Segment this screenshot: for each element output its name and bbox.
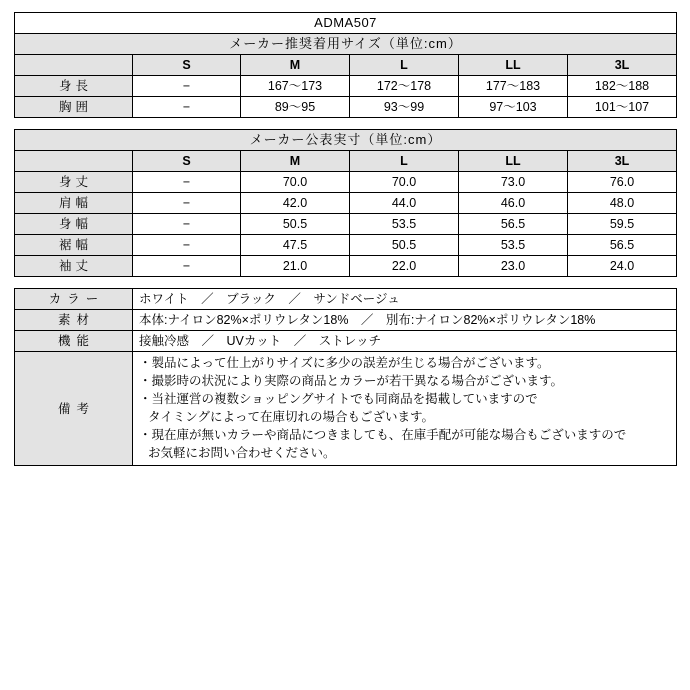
table1-row0-l: 172〜178 [350,76,459,97]
table-row [15,235,677,256]
table1-row1-s: − [133,97,241,118]
table1-header-m: M [241,55,350,76]
table-row [15,256,677,277]
table2-row1-label: 肩幅 [15,193,133,214]
table2-row3-m: 47.5 [241,235,350,256]
table1-title-row [15,34,677,55]
table2-header-blank [15,151,133,172]
table2-row0-l: 70.0 [350,172,459,193]
table2-row4-label: 袖丈 [15,256,133,277]
table2-row2-s: − [133,214,241,235]
note-line: ・当社運営の複数ショッピングサイトでも同商品を掲載していますので [139,392,538,406]
table2-header-row [15,151,677,172]
table1-row0-label: 身長 [15,76,133,97]
table1-header-3l: 3L [568,55,677,76]
table1-header-blank [15,55,133,76]
table1-row1-m: 89〜95 [241,97,350,118]
table2-row4-3l: 24.0 [568,256,677,277]
material-value: 本体:ナイロン82%×ポリウレタン18% ／ 別布:ナイロン82%×ポリウレタン18% [133,310,677,331]
table-row [15,214,677,235]
table2-title-row [15,130,677,151]
table2-row2-m: 50.5 [241,214,350,235]
table2-header-s: S [133,151,241,172]
table2-row2-ll: 56.5 [459,214,568,235]
table2-header-m: M [241,151,350,172]
table2-row3-ll: 53.5 [459,235,568,256]
table-row [15,97,677,118]
table-row [15,193,677,214]
table2-row1-l: 44.0 [350,193,459,214]
table2-row0-3l: 76.0 [568,172,677,193]
table1-row1-l: 93〜99 [350,97,459,118]
table2-row1-m: 42.0 [241,193,350,214]
table2-row3-l: 50.5 [350,235,459,256]
table-row [15,172,677,193]
actual-size-table [14,129,677,277]
note-line: ・製品によって仕上がりサイズに多少の誤差が生じる場合がございます。 [139,356,550,370]
table1-header-s: S [133,55,241,76]
color-value: ホワイト ／ ブラック ／ サンドベージュ [133,289,677,310]
table2-row4-l: 22.0 [350,256,459,277]
table1-row1-3l: 101〜107 [568,97,677,118]
table2-row2-l: 53.5 [350,214,459,235]
note-line: お気軽にお問い合わせください。 [148,446,336,460]
product-code-row [15,13,677,34]
note-line: タイミングによって在庫切れの場合もございます。 [148,410,435,424]
notes-row [15,352,677,466]
table2-row0-ll: 73.0 [459,172,568,193]
table2-row0-s: − [133,172,241,193]
table1-title: メーカー推奨着用サイズ（単位:cm） [15,34,677,55]
table1-header-ll: LL [459,55,568,76]
table1-header-row [15,55,677,76]
product-code: ADMA507 [15,13,677,34]
material-label: 素材 [15,310,133,331]
table2-row0-m: 70.0 [241,172,350,193]
function-value: 接触冷感 ／ UVカット ／ ストレッチ [133,331,677,352]
notes-label: 備考 [15,352,133,466]
table1-header-l: L [350,55,459,76]
table1-row1-label: 胸囲 [15,97,133,118]
table2-row3-3l: 56.5 [568,235,677,256]
note-line: ・現在庫が無いカラーや商品につきましても、在庫手配が可能な場合もございますので [139,428,627,442]
table2-row0-label: 身丈 [15,172,133,193]
table2-row2-3l: 59.5 [568,214,677,235]
table2-row4-ll: 23.0 [459,256,568,277]
table1-row1-ll: 97〜103 [459,97,568,118]
table1-row0-ll: 177〜183 [459,76,568,97]
details-table [14,288,677,466]
table1-row0-m: 167〜173 [241,76,350,97]
table2-row1-ll: 46.0 [459,193,568,214]
table2-header-ll: LL [459,151,568,172]
note-line: ・撮影時の状況により実際の商品とカラーが若干異なる場合がございます。 [139,374,564,388]
table1-row0-3l: 182〜188 [568,76,677,97]
table2-row4-s: − [133,256,241,277]
table2-header-3l: 3L [568,151,677,172]
table2-row1-s: − [133,193,241,214]
function-label: 機能 [15,331,133,352]
color-label: カラー [15,289,133,310]
table2-header-l: L [350,151,459,172]
notes-value [133,352,677,466]
table2-row3-label: 裾幅 [15,235,133,256]
material-row [15,310,677,331]
table2-title: メーカー公表実寸（単位:cm） [15,130,677,151]
table-row [15,76,677,97]
table2-row1-3l: 48.0 [568,193,677,214]
table1-row0-s: − [133,76,241,97]
table2-row4-m: 21.0 [241,256,350,277]
table2-row3-s: − [133,235,241,256]
color-row [15,289,677,310]
table2-row2-label: 身幅 [15,214,133,235]
function-row [15,331,677,352]
recommended-size-table [14,12,677,118]
